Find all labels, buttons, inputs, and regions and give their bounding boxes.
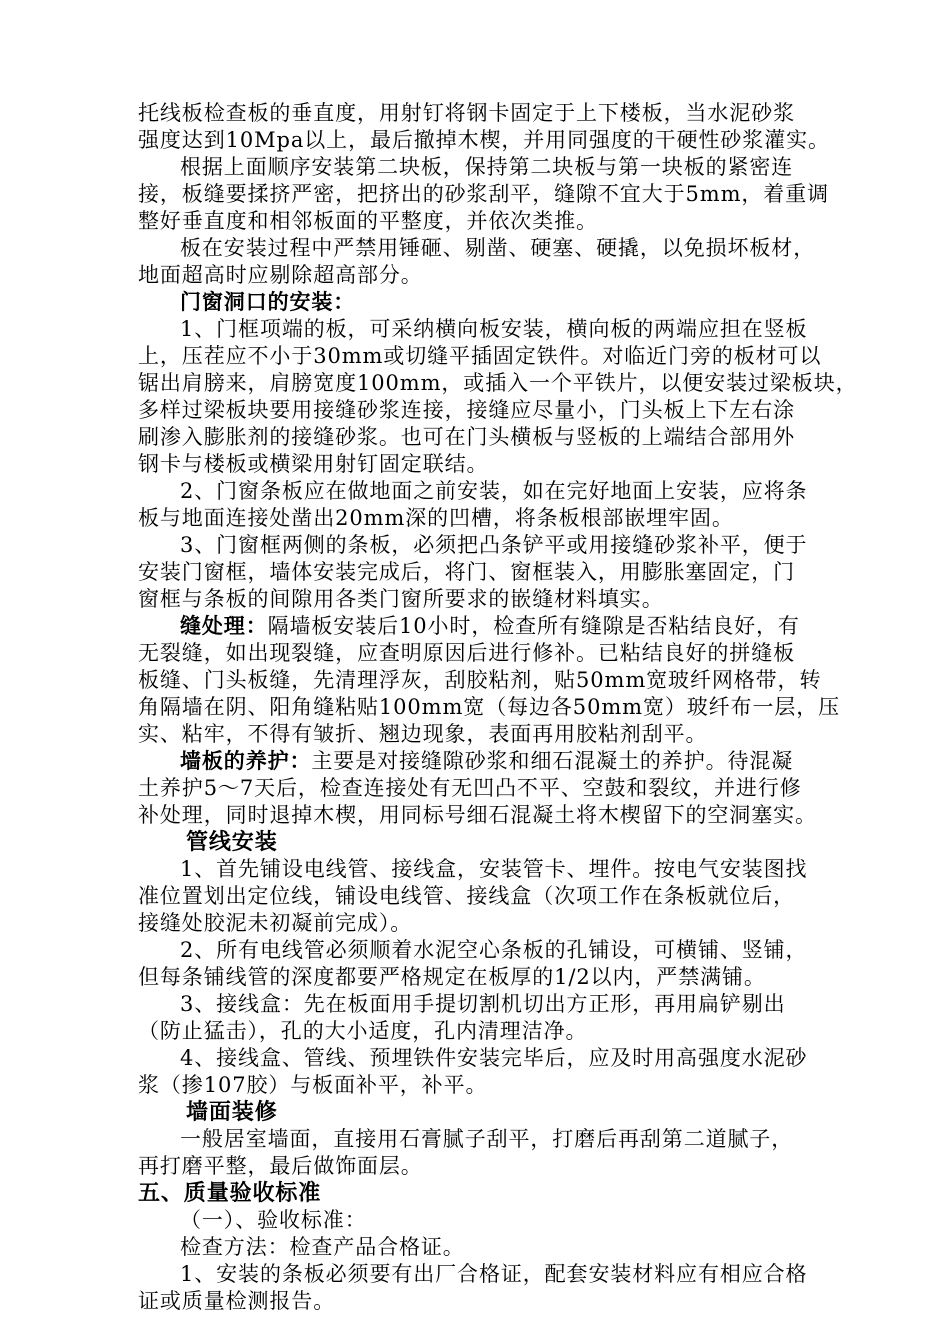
paragraph-line: 接缝处胶泥未初凝前完成）。 — [138, 911, 413, 935]
paragraph-line: 证或质量检测报告。 — [138, 1289, 336, 1313]
paragraph-line: 角隔墙在阴、阳角缝粘贴100mm宽（每边各50mm宽）玻纤布一层，压 — [138, 695, 841, 719]
inline-heading-wall-curing: 墙板的养护： — [180, 748, 312, 773]
paragraph-line: 2、门窗条板应在做地面之前安装，如在完好地面上安装，应将条 — [180, 479, 808, 503]
paragraph-line: 1、门框项端的板，可采纳横向板安装，横向板的两端应担在竖板 — [180, 317, 808, 341]
section-heading-door-window: 门窗洞口的安装： — [180, 289, 356, 314]
paragraph-line: 3、门窗框两侧的条板，必须把凸条铲平或用接缝砂浆补平，便于 — [180, 533, 808, 557]
paragraph-line: 板缝、门头板缝，先清理浮灰，刮胶粘剂，贴50mm宽玻纤网格带，转 — [138, 668, 822, 692]
paragraph-line: 2、所有电线管必须顺着水泥空心条板的孔铺设，可横铺、竖铺， — [180, 938, 808, 962]
paragraph-line: 1、首先铺设电线管、接线盒，安装管卡、埋件。按电气安装图找 — [180, 857, 808, 881]
paragraph-line: 无裂缝，如出现裂缝，应查明原因后进行修补。已粘结良好的拼缝板 — [138, 641, 795, 665]
subsection-heading-acceptance-standard: （一）、验收标准： — [180, 1208, 367, 1232]
paragraph-line: 检查方法：检查产品合格证。 — [180, 1235, 465, 1259]
section-heading-pipeline: 管线安装 — [186, 829, 278, 855]
paragraph-line: 刷渗入膨胀剂的接缝砂浆。也可在门头横板与竖板的上端结合部用外 — [138, 425, 795, 449]
paragraph-line: 窗框与条板的间隙用各类门窗所要求的嵌缝材料填实。 — [138, 587, 664, 611]
paragraph-line: 土养护5～7天后，检查连接处有无凹凸不平、空鼓和裂纹，并进行修 — [138, 776, 802, 800]
paragraph-line: （防止猛击），孔的大小适度，孔内清理洁净。 — [138, 1019, 588, 1043]
paragraph-line: 安装门窗框，墙体安装完成后，将门、窗框装入，用膨胀塞固定，门 — [138, 560, 795, 584]
paragraph-line: 锯出肩膀来，肩膀宽度100mm，或插入一个平铁片，以便安装过梁板块， — [138, 371, 858, 395]
paragraph-line: 一般居室墙面，直接用石膏腻子刮平，打磨后再刮第二道腻子， — [180, 1127, 794, 1151]
paragraph-line: 再打磨平整，最后做饰面层。 — [138, 1154, 423, 1178]
paragraph-line: 托线板检查板的垂直度，用射钉将钢卡固定于上下楼板，当水泥砂浆 — [138, 101, 795, 125]
paragraph-line: 3、接线盒：先在板面用手提切割机切出方正形，再用扁铲剔出 — [180, 992, 786, 1016]
inline-heading-joint-treatment: 缝处理： — [180, 613, 268, 638]
paragraph-line: 钢卡与楼板或横梁用射钉固定联结。 — [138, 452, 489, 476]
paragraph-line: 准位置划出定位线，铺设电线管、接线盒（次项工作在条板就位后， — [138, 884, 795, 908]
section-heading-wall-finishing: 墙面装修 — [186, 1099, 278, 1125]
paragraph-line — [180, 748, 793, 774]
paragraph-line: 补处理，同时退掉木楔，用同标号细石混凝土将木楔留下的空洞塞实。 — [138, 803, 817, 827]
paragraph-line: 接，板缝要揉挤严密，把挤出的砂浆刮平，缝隙不宜大于5mm，着重调 — [138, 182, 829, 206]
paragraph-line: 上，压茬应不小于30mm或切缝平插固定铁件。对临近门旁的板材可以 — [138, 344, 822, 368]
paragraph-line: 地面超高时应剔除超高部分。 — [138, 263, 423, 287]
paragraph-line: 板与地面连接处凿出20mm深的凹槽，将条板根部嵌埋牢固。 — [138, 506, 734, 530]
paragraph-line: 多样过梁板块要用接缝砂浆连接，接缝应尽量小，门头板上下左右涂 — [138, 398, 795, 422]
paragraph-line: 但每条铺线管的深度都要严格规定在板厚的1/2以内，严禁满铺。 — [138, 965, 766, 989]
paragraph-line: 根据上面顺序安装第二块板，保持第二块板与第一块板的紧密连 — [180, 155, 794, 179]
section-heading-quality-acceptance: 五、质量验收标准 — [138, 1180, 322, 1206]
paragraph-line: 1、安装的条板必须要有出厂合格证，配套安装材料应有相应合格 — [180, 1262, 808, 1286]
paragraph-line: 强度达到10Mpa以上，最后撤掉木楔，并用同强度的干硬性砂浆灌实。 — [138, 128, 830, 152]
paragraph-line: 浆（掺107胶）与板面补平，补平。 — [138, 1073, 488, 1097]
paragraph-line: 实、粘牢，不得有皱折、翘边现象，表面再用胶粘剂刮平。 — [138, 722, 708, 746]
paragraph-line: 4、接线盒、管线、预埋铁件安装完毕后，应及时用高强度水泥砂 — [180, 1046, 808, 1070]
paragraph-line: 整好垂直度和相邻板面的平整度，并依次类推。 — [138, 209, 598, 233]
paragraph-text: 隔墙板安装后10小时，检查所有缝隙是否粘结良好，有 — [267, 614, 800, 638]
paragraph-line: 板在安装过程中严禁用锤砸、剔凿、硬塞、硬撬，以免损坏板材， — [180, 236, 816, 260]
paragraph-line — [180, 613, 800, 639]
paragraph-text: 主要是对接缝隙砂浆和细石混凝土的养护。待混凝 — [311, 749, 794, 773]
